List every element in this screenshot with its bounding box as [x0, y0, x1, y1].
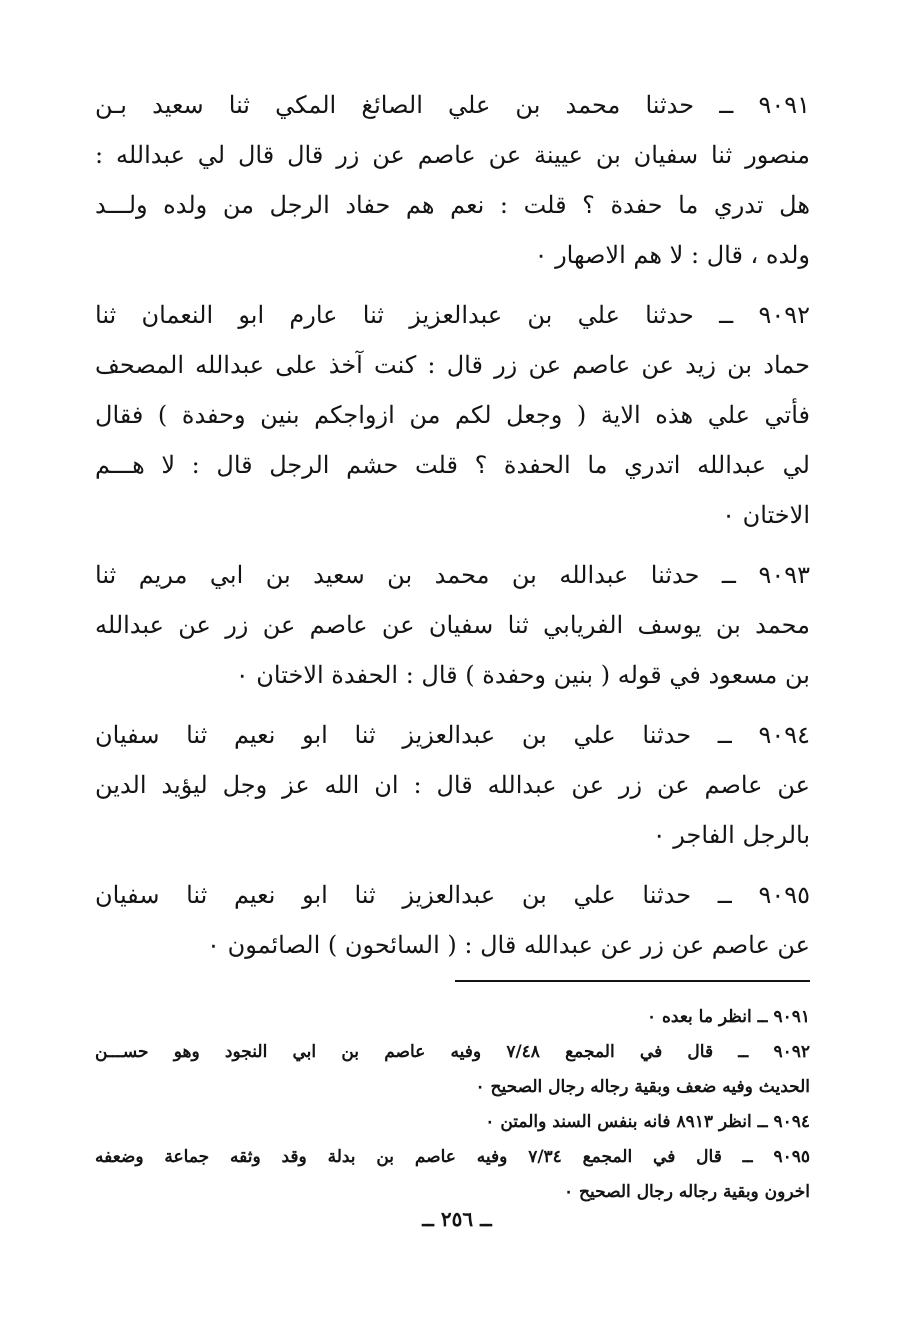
text-line: عن عاصم عن زر عن عبدالله قال : ان الله عز وجل ليؤيد الدين	[95, 771, 810, 799]
text-line: ٩٠٩٥ ــ حدثنا علي بن عبدالعزيز ثنا ابو نعيم ثنا سفيان	[95, 881, 810, 909]
footnote-9092: ٩٠٩٢ ــ قال في المجمع ٧/٤٨ وفيه عاصم بن ابي النجود وهو حســـن	[95, 1042, 810, 1062]
text-line: الاختان ٠	[722, 501, 810, 529]
hadith-9091	[95, 80, 810, 280]
page-number: ــ ٢٥٦ ــ	[422, 1207, 492, 1231]
hadith-9094	[95, 710, 810, 860]
text-line: حماد بن زيد عن عاصم عن زر قال : كنت آخذ على عبدالله المصحف	[95, 351, 810, 379]
hadith-9095	[95, 870, 810, 970]
text-line: هل تدري ما حفدة ؟ قلت : نعم هم حفاد الرجل من ولده ولـــد	[95, 191, 810, 219]
text-line: لي عبدالله اتدري ما الحفدة ؟ قلت حشم الرجل قال : لا هـــم	[95, 451, 810, 479]
text-line: منصور ثنا سفيان بن عيينة عن عاصم عن زر قال قال لي عبدالله :	[95, 141, 810, 169]
page-body	[95, 80, 810, 1210]
text-line: بن مسعود في قوله ( بنين وحفدة ) قال : الحفدة الاختان ٠	[235, 661, 810, 689]
text-line: محمد بن يوسف الفريابي ثنا سفيان عن عاصم عن زر عن عبدالله	[95, 611, 810, 639]
hadith-9092	[95, 290, 810, 540]
text-line: ٩٠٩١ ــ حدثنا محمد بن علي الصائغ المكي ثنا سعيد بـن	[95, 91, 810, 119]
footnote-9094: ٩٠٩٤ ــ انظر ٨٩١٣ فانه بنفس السند والمتن ٠	[485, 1112, 810, 1132]
footnote-divider	[455, 980, 810, 982]
footnote-9091: ٩٠٩١ ــ انظر ما بعده ٠	[646, 1007, 810, 1027]
footnote-9095-cont: اخرون وبقية رجاله رجال الصحيح ٠	[564, 1182, 810, 1202]
text-line: بالرجل الفاجر ٠	[652, 821, 810, 849]
text-line: ولده ، قال : لا هم الاصهار ٠	[534, 241, 810, 269]
footnote-9092-cont: الحديث وفيه ضعف وبقية رجاله رجال الصحيح ٠	[475, 1077, 810, 1097]
text-line: عن عاصم عن زر عن عبدالله قال : ( السائحون ) الصائمون ٠	[207, 931, 810, 959]
text-line: ٩٠٩٤ ــ حدثنا علي بن عبدالعزيز ثنا ابو نعيم ثنا سفيان	[95, 721, 810, 749]
footnotes	[95, 1000, 810, 1210]
text-line: ٩٠٩٢ ــ حدثنا علي بن عبدالعزيز ثنا عارم ابو النعمان ثنا	[95, 301, 810, 329]
hadith-9093	[95, 550, 810, 700]
footnote-9095: ٩٠٩٥ ــ قال في المجمع ٧/٣٤ وفيه عاصم بن بدلة وقد وثقه جماعة وضعفه	[95, 1147, 810, 1167]
text-line: فأتي علي هذه الاية ( وجعل لكم من ازواجكم بنين وحفدة ) فقال	[95, 401, 810, 429]
text-line: ٩٠٩٣ ــ حدثنا عبدالله بن محمد بن سعيد بن ابي مريم ثنا	[95, 561, 810, 589]
